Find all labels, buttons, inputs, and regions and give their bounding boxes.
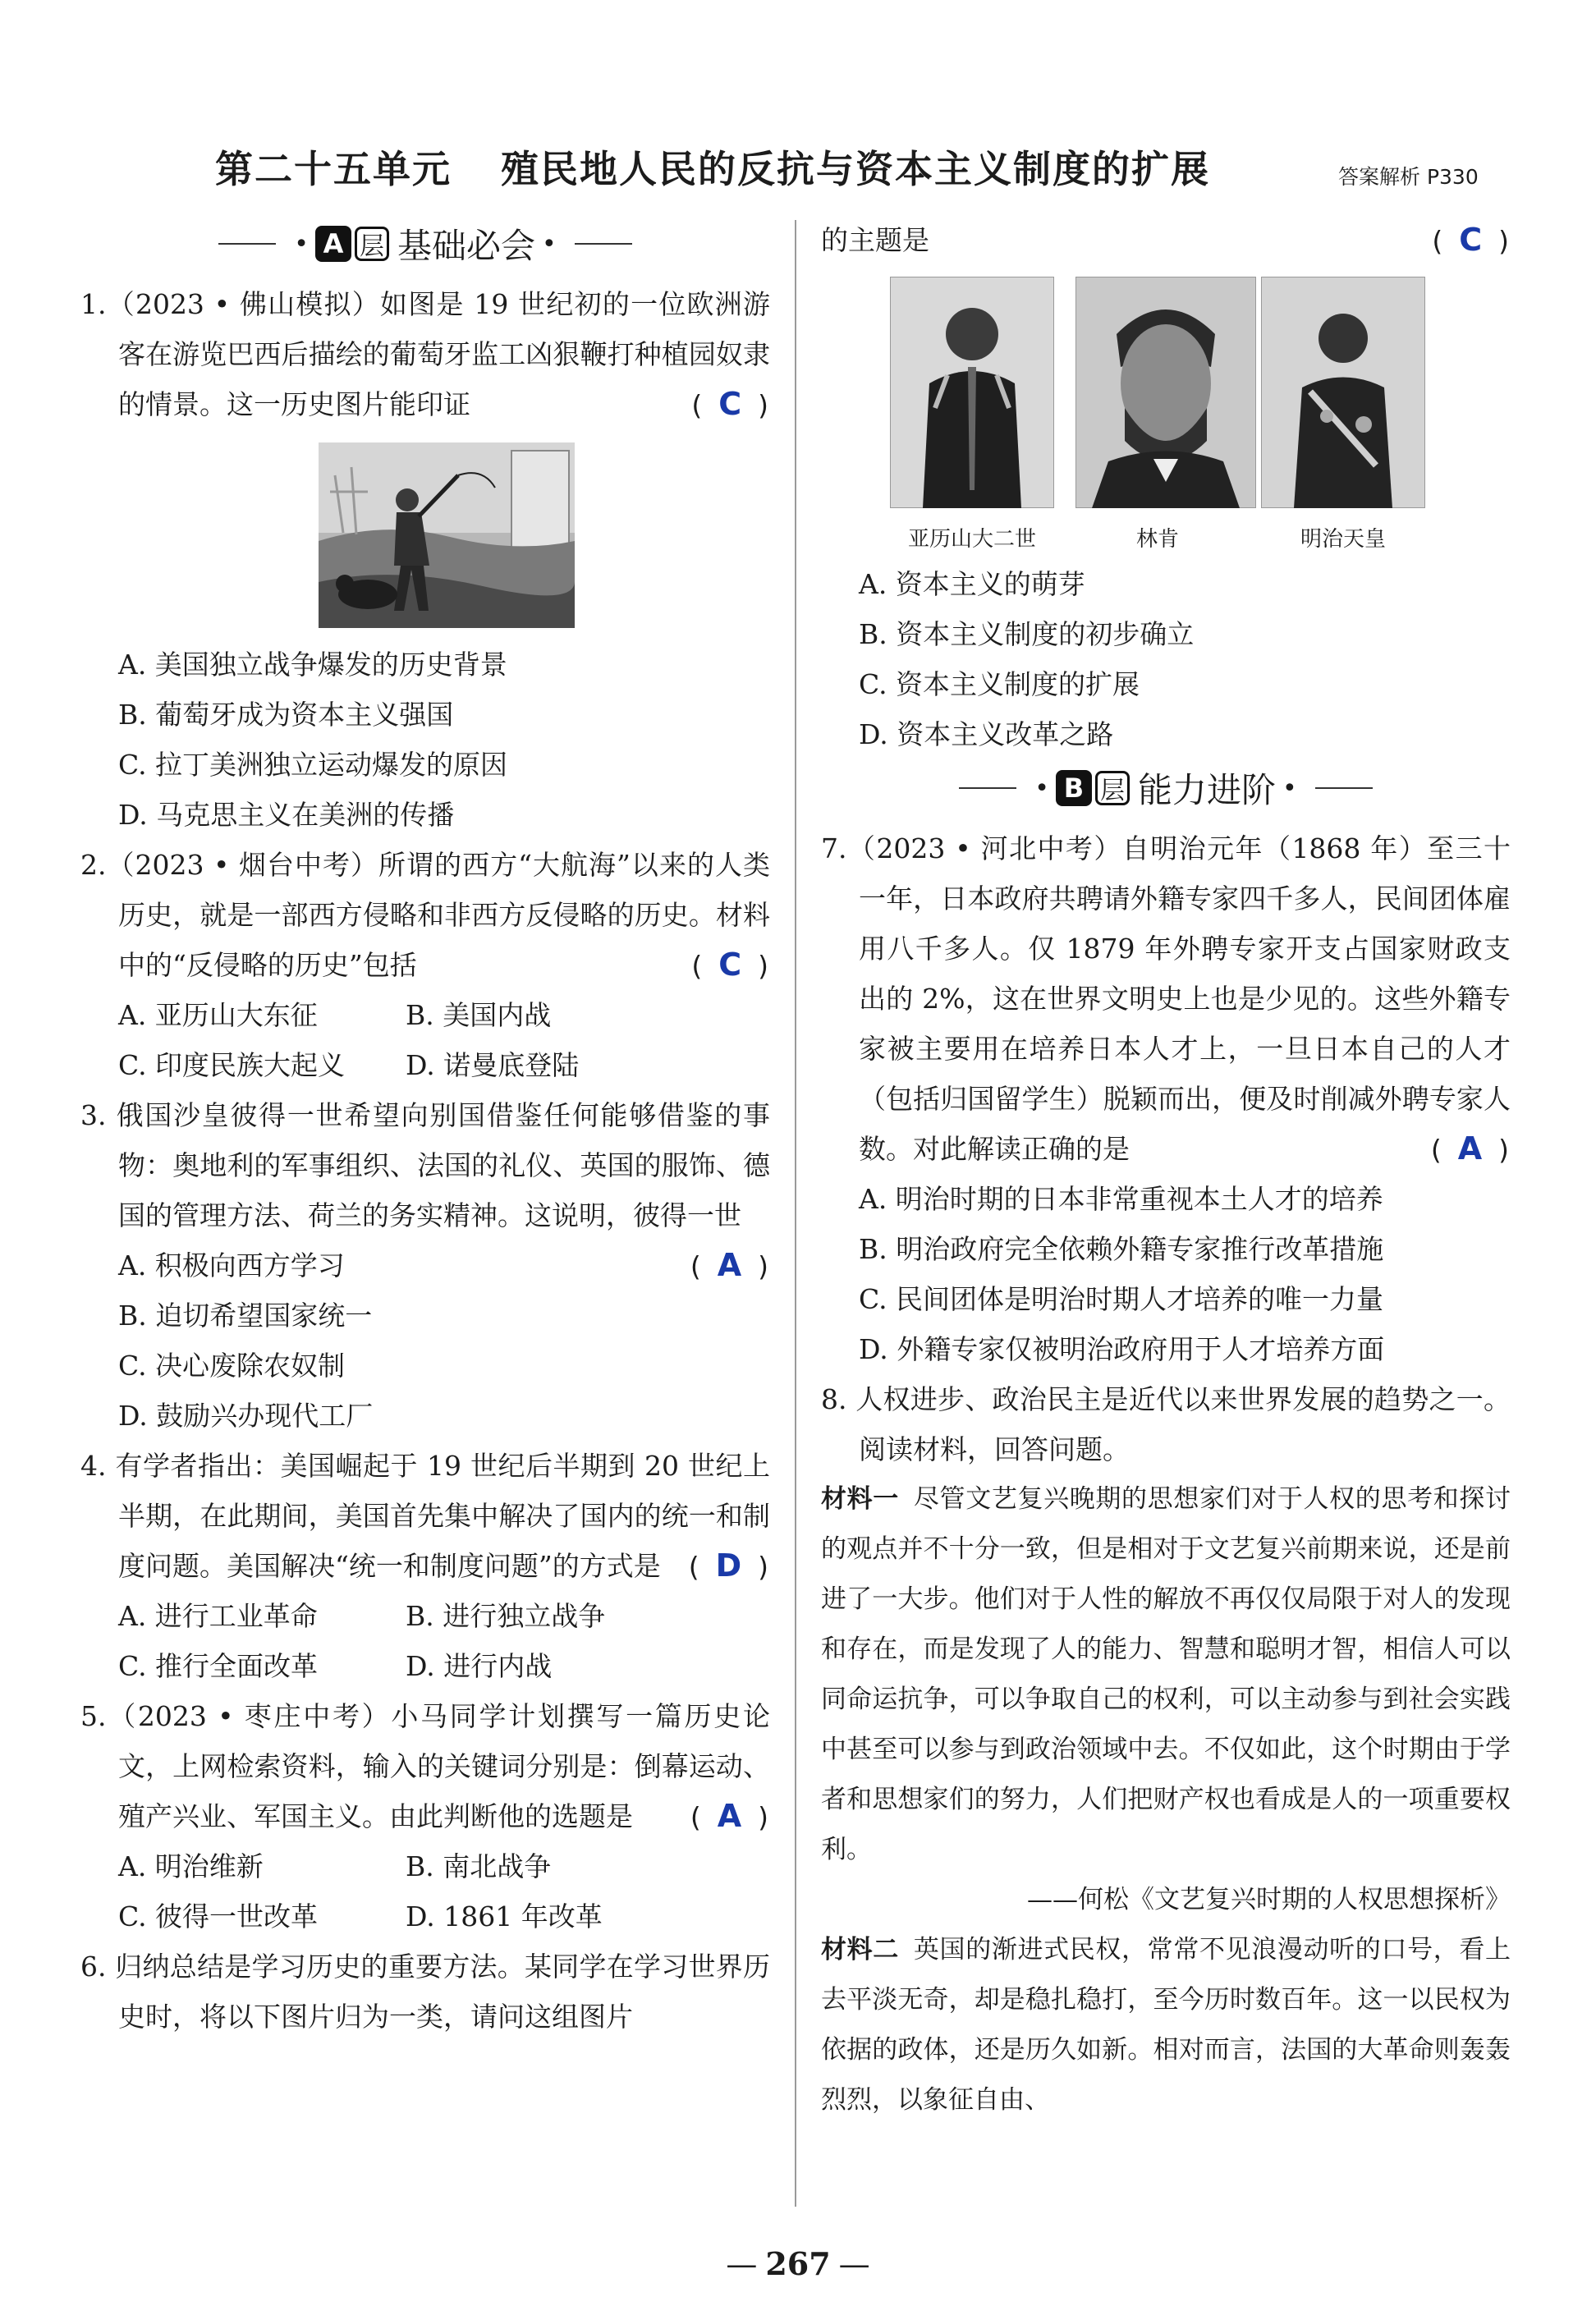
section-a-badge: A bbox=[315, 226, 351, 262]
option-b: B. 南北战争 bbox=[406, 1850, 552, 1882]
material-label: 材料二 bbox=[821, 1935, 899, 1964]
portrait-alexander-ii bbox=[890, 277, 1054, 556]
heading-rule bbox=[575, 243, 632, 245]
answer-box: ( C ) bbox=[1432, 222, 1511, 258]
portrait-caption: 林肯 bbox=[1135, 527, 1179, 552]
option-d: D. 诺曼底登陆 bbox=[406, 1049, 580, 1081]
option-a: A. 明治维新 bbox=[118, 1850, 264, 1882]
option-b: B. 资本主义制度的初步确立 bbox=[859, 618, 1195, 650]
option-d: D. 资本主义改革之路 bbox=[859, 718, 1114, 750]
question-5 bbox=[80, 1691, 770, 1841]
answer-letter: A bbox=[717, 1247, 744, 1283]
level-mark: 层 bbox=[355, 227, 389, 261]
portrait-caption: 明治天皇 bbox=[1300, 527, 1386, 552]
option-d: D. 马克思主义在美洲的传播 bbox=[118, 799, 455, 831]
portrait-lincoln bbox=[1075, 277, 1240, 556]
option-c: C. 资本主义制度的扩展 bbox=[859, 668, 1140, 700]
question-text: 5.（2023 • 枣庄中考）小马同学计划撰写一篇历史论文，上网检索资料，输入的关键词分别是：倒幕运动、殖产兴业、军国主义。由此判断他的选题是 bbox=[80, 1700, 770, 1832]
option-c: C. 拉丁美洲独立运动爆发的原因 bbox=[118, 749, 508, 781]
option-c: C. 决心废除农奴制 bbox=[118, 1350, 346, 1382]
answer-box: ( D ) bbox=[688, 1547, 770, 1584]
option-a: A. 资本主义的萌芽 bbox=[859, 568, 1085, 600]
option-b: B. 美国内战 bbox=[406, 999, 552, 1031]
heading-rule bbox=[959, 787, 1016, 789]
question-8 bbox=[821, 1374, 1511, 1474]
question-7 bbox=[821, 823, 1511, 1174]
option-b: B. 进行独立战争 bbox=[406, 1600, 606, 1632]
material-1-source: ——何松《文艺复兴时期的人权思想探析》 bbox=[1027, 1885, 1511, 1914]
option-b: B. 迫切希望国家统一 bbox=[118, 1300, 373, 1332]
heading-rule bbox=[1315, 787, 1373, 789]
heading-rule bbox=[218, 243, 276, 245]
option-d: D. 鼓励兴办现代工厂 bbox=[118, 1400, 374, 1432]
material-label: 材料一 bbox=[821, 1484, 899, 1514]
answer-letter: C bbox=[1459, 222, 1484, 258]
option-c: C. 印度民族大起义 bbox=[118, 1049, 346, 1081]
options-row bbox=[80, 1040, 770, 1090]
material-text: 英国的渐进式民权，常常不见浪漫动听的口号，看上去平淡无奇，却是稳扎稳打，至今历时数百年。这一以民权为依据的政体，还是历久如新。相对而言，法国的大革命则轰轰烈烈，以象征自由、 bbox=[821, 1935, 1511, 2115]
option-b: B. 葡萄牙成为资本主义强国 bbox=[118, 699, 454, 731]
answer-letter: A bbox=[1457, 1130, 1484, 1167]
option-a: A. 美国独立战争爆发的历史背景 bbox=[118, 649, 507, 681]
answer-box: ( A ) bbox=[690, 1247, 770, 1283]
question-text: 3. 俄国沙皇彼得一世希望向别国借鉴任何能够借鉴的事物：奥地利的军事组织、法国的礼仪、英国的服饰、德国的管理方法、荷兰的务实精神。这说明，彼得一世 bbox=[80, 1099, 770, 1231]
section-b-label: 能力进阶 bbox=[1137, 770, 1276, 810]
material-1 bbox=[821, 1474, 1511, 1875]
material-2 bbox=[821, 1925, 1511, 2125]
options-row bbox=[80, 990, 729, 1040]
answer-letter: A bbox=[717, 1798, 744, 1834]
question-6 bbox=[80, 1942, 770, 2042]
portrait-meiji bbox=[1261, 277, 1425, 556]
column-divider bbox=[795, 220, 796, 2207]
answer-box: ( A ) bbox=[1430, 1130, 1511, 1167]
answer-letter: C bbox=[718, 947, 744, 983]
question-text: 的主题是 bbox=[821, 224, 929, 256]
unit-title: 殖民地人民的反抗与资本主义制度的扩展 bbox=[501, 147, 1210, 191]
section-b-heading: • B 层 能力进阶 • bbox=[821, 759, 1511, 817]
question-text: 2.（2023 • 烟台中考）所谓的西方“大航海”以来的人类历史，就是一部西方侵略和非西方反侵略的历史。材料中的“反侵略的历史”包括 bbox=[80, 849, 770, 981]
right-column bbox=[821, 215, 1511, 2125]
options-row bbox=[80, 1891, 770, 1942]
options-row bbox=[80, 1841, 728, 1891]
option-a: A. 亚历山大东征 bbox=[118, 999, 318, 1031]
option-c: C. 民间团体是明治时期人才培养的唯一力量 bbox=[859, 1283, 1384, 1315]
section-a-heading: • A 层 基础必会 • bbox=[80, 215, 770, 273]
option-a: A. 积极向西方学习 bbox=[118, 1249, 345, 1281]
portrait-row bbox=[890, 277, 1511, 556]
question-text: 6. 归纳总结是学习历史的重要方法。某同学在学习世界历史时，将以下图片归为一类，请问这组图片 bbox=[80, 1951, 770, 2033]
question-1 bbox=[80, 279, 770, 429]
option-d: D. 外籍专家仅被明治政府用于人才培养方面 bbox=[859, 1333, 1385, 1365]
unit-number: 第二十五单元 bbox=[215, 147, 452, 191]
page-title bbox=[215, 140, 1210, 194]
plantation-illustration bbox=[319, 442, 575, 628]
answer-box: ( A ) bbox=[690, 1798, 770, 1834]
option-d: D. 进行内战 bbox=[406, 1650, 553, 1682]
option-c: C. 推行全面改革 bbox=[118, 1650, 319, 1682]
option-b: B. 明治政府完全依赖外籍专家推行改革措施 bbox=[859, 1233, 1384, 1265]
answer-reference: 答案解析 P330 bbox=[1338, 165, 1479, 189]
question-text: 7.（2023 • 河北中考）自明治元年（1868 年）至三十一年，日本政府共聘请外籍专家四千多人，民间团体雇用八千多人。仅 1879 年外聘专家开支占国家财政支出的 2%，这在世界文明史上也是少见的。这些外籍专家被主要用在培养日本人才上，一旦日本自己的人才（包括归国留学生）脱颖而出，便及时削减外聘专家人数。对此解读正确的是 bbox=[821, 832, 1511, 1165]
option-a: A. 明治时期的日本非常重视本土人才的培养 bbox=[859, 1183, 1383, 1215]
answer-letter: D bbox=[715, 1547, 744, 1584]
question-6-continued bbox=[821, 215, 1511, 265]
section-b-badge: B bbox=[1056, 770, 1092, 806]
answer-box: ( C ) bbox=[691, 386, 770, 422]
option-c: C. 彼得一世改革 bbox=[118, 1900, 319, 1932]
options-row bbox=[80, 1591, 727, 1641]
page-number: — 267 — bbox=[726, 2245, 870, 2282]
page-number-value: 267 bbox=[765, 2245, 831, 2282]
question-4 bbox=[80, 1441, 770, 1591]
section-a-label: 基础必会 bbox=[397, 226, 535, 266]
question-text: 4. 有学者指出：美国崛起于 19 世纪后半期到 20 世纪上半期，在此期间，美国首先集中解决了国内的统一和制度问题。美国解决“统一和制度问题”的方式是 bbox=[80, 1450, 770, 1582]
option-d: D. 1861 年改革 bbox=[406, 1900, 603, 1932]
level-mark: 层 bbox=[1095, 771, 1130, 805]
question-text: 1.（2023 • 佛山模拟）如图是 19 世纪初的一位欧洲游客在游览巴西后描绘的葡萄牙监工凶狠鞭打种植园奴隶的情景。这一历史图片能印证 bbox=[80, 288, 770, 420]
material-text: 尽管文艺复兴晚期的思想家们对于人权的思考和探讨的观点并不十分一致，但是相对于文艺复兴前期来说，还是前进了一大步。他们对于人性的解放不再仅仅局限于对人的发现和存在，而是发现了人的能力、智慧和聪明才智，相信人可以同命运抗争，可以争取自己的权利，可以主动参与到社会实践中甚至可以参与到政治领域中去。不仅如此，这个时期由于学者和思想家们的努力，人们把财产权也看成是人的一项重要权利。 bbox=[821, 1484, 1511, 1864]
portrait-caption: 亚历山大二世 bbox=[907, 527, 1036, 552]
question-text: 8. 人权进步、政治民主是近代以来世界发展的趋势之一。阅读材料，回答问题。 bbox=[821, 1383, 1511, 1465]
answer-box: ( C ) bbox=[691, 947, 770, 983]
option-a: A. 进行工业革命 bbox=[118, 1600, 318, 1632]
left-column bbox=[80, 215, 770, 2042]
question-2 bbox=[80, 840, 770, 990]
options-row bbox=[80, 1641, 770, 1691]
answer-letter: C bbox=[718, 386, 744, 422]
